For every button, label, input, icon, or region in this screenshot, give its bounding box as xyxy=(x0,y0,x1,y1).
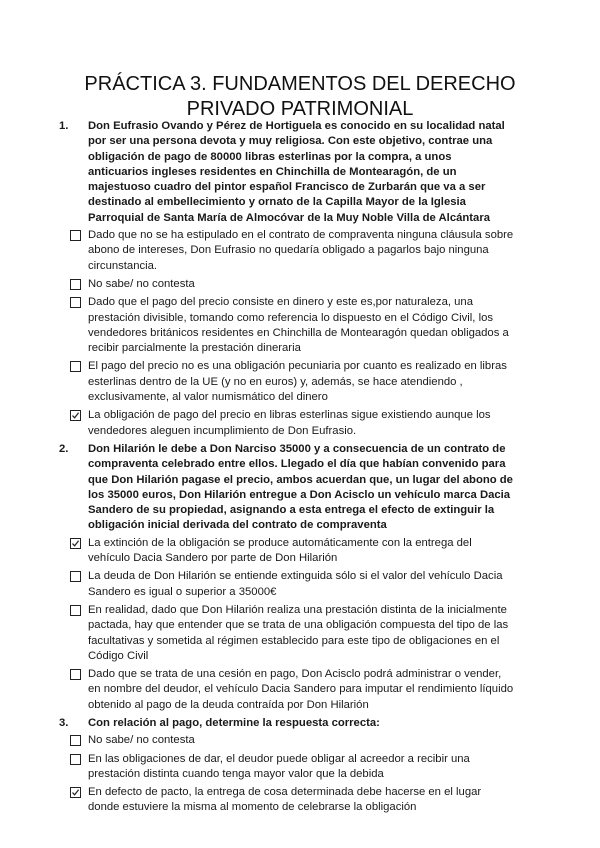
checkbox[interactable] xyxy=(70,754,81,765)
answer-text-line: La extinción de la obligación se produce automáticamente con la entrega del xyxy=(88,536,472,549)
question-number: 2. xyxy=(59,442,69,455)
answer-text-line: prestación distinta cuando tenga mayor valor que la debida xyxy=(88,767,384,780)
answer-text-line: donde estuviere la misma al momento de celebrarse la obligación xyxy=(88,801,417,814)
checkbox[interactable] xyxy=(70,605,81,616)
answer-text-line: Sandero es igual o superior a 35000€ xyxy=(88,585,277,598)
question-list xyxy=(59,119,540,819)
answer-option xyxy=(88,603,540,664)
question-2 xyxy=(59,442,540,534)
answer-text-line: El pago del precio no es una obligación pecuniaria por cuanto es realizado en libras xyxy=(88,360,507,373)
answer-option xyxy=(88,277,540,292)
question-text-line: compraventa celebrado entre ellos. Llegado el día que habían convenido para xyxy=(88,458,506,471)
question-text-line: majestuoso cuadro del pintor español Francisco de Zurbarán que va a ser xyxy=(88,181,486,194)
checkbox[interactable] xyxy=(70,571,81,582)
question-text-line: los 35000 euros, Don Hilarión entregue a Don Acisclo un vehículo marca Dacia xyxy=(88,488,511,501)
question-text-line: Parroquial de Santa María de Almocóvar de la Muy Noble Villa de Alcántara xyxy=(88,211,491,224)
answer-option xyxy=(88,569,540,600)
checkbox[interactable] xyxy=(70,361,81,372)
answer-text-line: obtenido al pago de la deuda contraída por Don Hilarión xyxy=(88,698,369,711)
answer-option xyxy=(88,408,540,439)
answer-option xyxy=(88,733,540,748)
question-number: 1. xyxy=(59,120,69,132)
answer-option xyxy=(88,228,540,274)
answer-text-line: En defecto de pacto, la entrega de cosa determinada debe hacerse en el lugar xyxy=(88,786,482,799)
answer-text-line: La deuda de Don Hilarión se entiende extinguida sólo si el valor del vehículo Dacia xyxy=(88,570,503,583)
checkbox[interactable] xyxy=(70,279,81,290)
answer-text-line: En las obligaciones de dar, el deudor puede obligar al acreedor a recibir una xyxy=(88,752,470,765)
checkbox[interactable] xyxy=(70,735,81,746)
question-text-line: Don Eufrasio Ovando y Pérez de Hortiguela es conocido en su localidad natal xyxy=(88,120,505,132)
question-text-line: Don Hilarión le debe a Don Narciso 35000 y a consecuencia de un contrato de xyxy=(88,442,506,455)
answer-text-line: pactada, hay que entender que se trata de una obligación compuesta del tipo de las xyxy=(88,619,509,632)
question-3 xyxy=(59,716,540,731)
answer-text-line: exclusivamente, al valor numismático del dinero xyxy=(88,391,328,404)
answer-text-line: esterlinas dentro de la UE (y no en euros) y, además, se hace atendiendo , xyxy=(88,375,463,388)
answer-text-line: La obligación de pago del precio en libras esterlinas sigue existiendo aunque los xyxy=(88,409,491,422)
answer-text-line: recibir parcialmente la prestación dineraria xyxy=(88,342,301,355)
answer-text-line: abono de intereses, Don Eufrasio no quedaría obligado a pagarlos bajo ninguna xyxy=(88,244,489,257)
checked-checkbox[interactable] xyxy=(70,538,81,549)
checkbox[interactable] xyxy=(70,669,81,680)
answer-text-line: Dado que el pago del precio consiste en dinero y este es,por naturaleza, una xyxy=(88,296,473,309)
answer-text-line: vendedores británicos residentes en Chinchilla de Montearagón quedan obligados a xyxy=(88,326,509,339)
answer-text-line: circunstancia. xyxy=(88,259,158,272)
question-1 xyxy=(59,119,540,226)
question-text-line: obligación inicial derivada del contrato de compraventa xyxy=(88,519,387,532)
answer-text-line: En realidad, dado que Don Hilarión realiza una prestación distinta de la inicialmente xyxy=(88,603,507,616)
question-text-line: destinado al embellecimiento y ornato de la Capilla Mayor de la Iglesia xyxy=(88,196,466,209)
checked-checkbox[interactable] xyxy=(70,787,81,798)
answer-text-line: Dado que se trata de una cesión en pago, Don Acisclo podrá administrar o vender, xyxy=(88,668,502,681)
answer-text-line: prestación divisible, tomando como referencia lo dispuesto en el Código Civil, los xyxy=(88,311,494,324)
question-text-line: Sandero de su propiedad, asignando a esta entrega el efecto de extinguir la xyxy=(88,504,495,517)
answer-option xyxy=(88,359,540,405)
answer-option xyxy=(88,785,540,816)
title-line-2: PRIVADO PATRIMONIAL xyxy=(186,98,414,120)
answer-text-line: Código Civil xyxy=(88,649,149,662)
answer-text-line: vehículo Dacia Sandero por parte de Don Hilarión xyxy=(88,552,338,565)
answer-text-line: en nombre del deudor, el vehículo Dacia Sandero para imputar el rendimiento líquido xyxy=(88,683,514,696)
title-line-1: PRÁCTICA 3. FUNDAMENTOS DEL DERECHO xyxy=(84,73,516,95)
answer-option xyxy=(88,295,540,356)
question-text-line: por ser una persona devota y muy religiosa. Con este objetivo, contrae una xyxy=(88,135,493,148)
answer-text-line: No sabe/ no contesta xyxy=(88,277,195,290)
answer-option xyxy=(88,536,540,567)
answer-text-line: facultativas y sometida al régimen establecido para este tipo de obligaciones en el xyxy=(88,634,500,647)
question-text-line: que Don Hilarión pagase el precio, ambos acuerdan que, un lugar del abono de xyxy=(88,473,513,486)
checkbox[interactable] xyxy=(70,230,81,241)
page-title xyxy=(60,72,540,122)
question-text-line: Con relación al pago, determine la respuesta correcta: xyxy=(88,716,380,729)
checked-checkbox[interactable] xyxy=(70,410,81,421)
question-number: 3. xyxy=(59,716,69,729)
answer-text-line: No sabe/ no contesta xyxy=(88,734,195,747)
question-text-line: obligación de pago de 80000 libras esterlinas por la compra, a unos xyxy=(88,150,452,163)
question-text-line: anticuarios ingleses residentes en Chinchilla de Montearagón, de un xyxy=(88,165,457,178)
checkbox[interactable] xyxy=(70,297,81,308)
answer-option xyxy=(88,667,540,713)
answer-text-line: vendedores aleguen incumplimiento de Don Eufrasio. xyxy=(88,424,357,437)
answer-option xyxy=(88,752,540,783)
answer-text-line: Dado que no se ha estipulado en el contrato de compraventa ninguna cláusula sobre xyxy=(88,229,514,242)
